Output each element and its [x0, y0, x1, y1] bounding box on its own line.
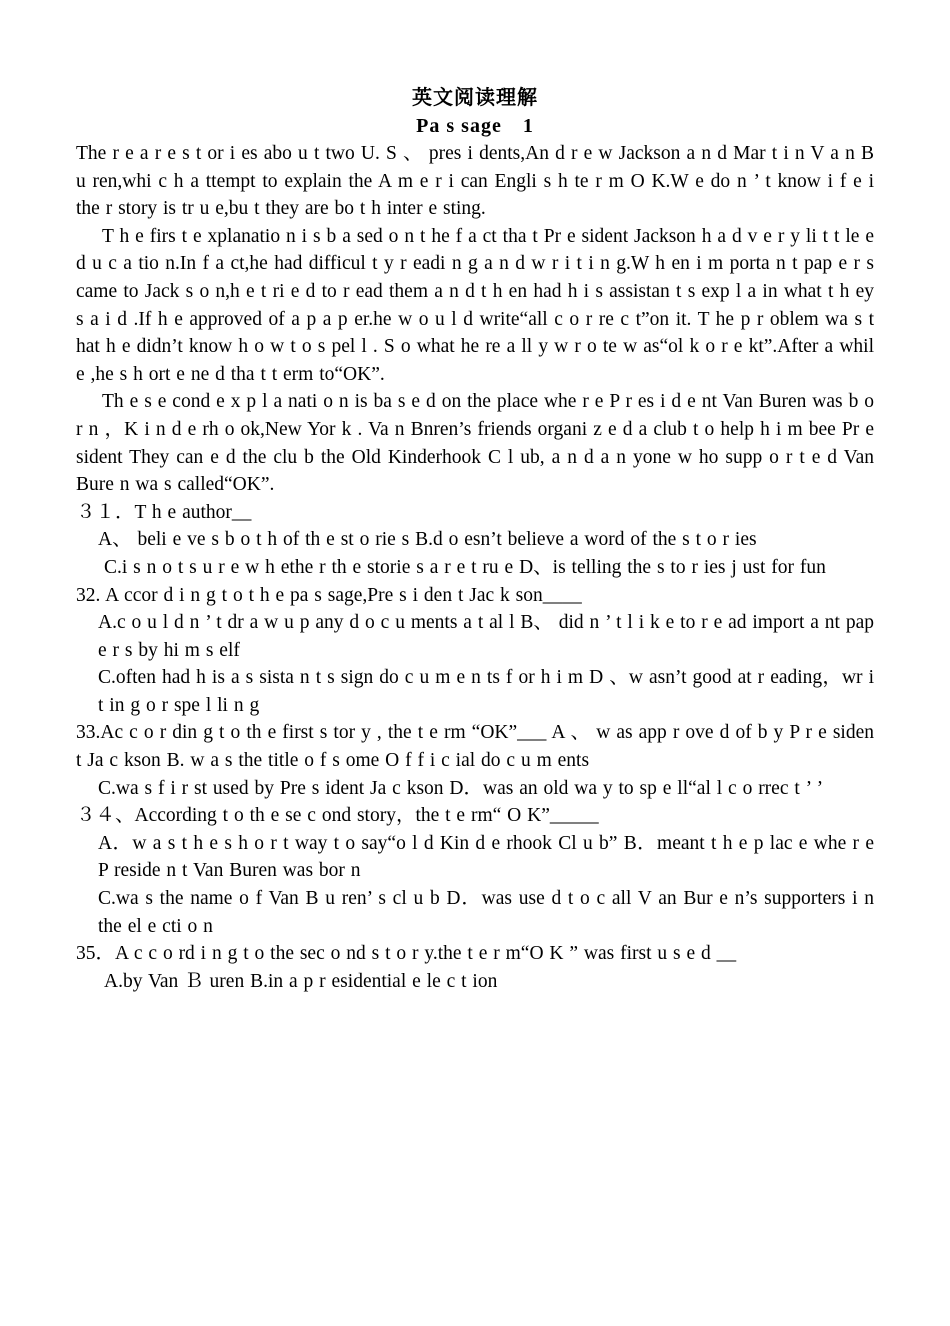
- paragraph-intro: The r e a r e s t or i es abo u t two U. S 、 pres i dents,An d r e w Jackson a n d Mar t i n V a n B u ren,whi c h a ttempt to explain the A m e r i can Engli s h te r m O K.W e do n ’ t know i f e i the r story is tr u e,bu t they are bo t h inter e sting.: [76, 143, 874, 220]
- question-34-option-cd: C.wa s the name o f Van B u ren’ s cl u b D．was use d t o c all V an Bur e n’s supporters i n the el e cti o n: [98, 888, 874, 937]
- question-35-stem: 35．A c c o rd i n g t o the sec o nd s t o r y.the t e r m“O K ” was first u s e d __: [76, 943, 737, 965]
- question-34-option-ab: A．w a s t h e s h o r t way t o say“o l d Kin d e rhook Cl u b” B．meant t h e p lac e whe r e P reside n t Van Buren was bor n: [98, 832, 874, 882]
- question-32-stem: 32. A ccor d i n g t o t h e pa s sage,Pre s i den t Jac k son____: [76, 584, 582, 606]
- question-35-option-ab: A.by Van Ｂ uren B.in a p r esidential e le c t ion: [104, 970, 498, 992]
- document-title: 英文阅读理解: [412, 87, 538, 109]
- question-34-stem: ３４、According t o th e se c ond story，the t e rm“ O K”_____: [76, 805, 599, 827]
- paragraph-second-explanation: Th e s e cond e x p l a nati o n is ba s e d on the place whe r e P r es i d e nt Van Buren was b o r n ，K i n d e rh o ok,New Yor k . Va n Bnren’s friends organi z e d a club t o help h i m bee Pr e sident They can e d the clu b the Old Kinderhook C l ub, a n d a n yone w ho supp o r t e d Van Bure n wa s called“OK”.: [76, 391, 874, 496]
- question-31-option-ab: A、 beli e ve s b o t h of th e st o rie s B.d o esn’t believe a word of the s t o r ies: [98, 529, 757, 551]
- question-31-stem: ３１．T h e author__: [76, 501, 252, 523]
- question-32-option-cd: C.often had h is a s sista n t s sign do c u m e n ts f or h i m D 、w asn’t good at r eading，wr i t in g o r spe l li n g: [98, 667, 874, 716]
- question-31-option-cd: C.i s n o t s u r e w h ethe r th e storie s a r e t ru e D、is telling the s to r ies j ust for fun: [104, 556, 826, 578]
- passage-heading: Pa s sage 1: [416, 115, 534, 137]
- question-33-stem: 33.Ac c o r din g t o th e first s tor y , the t e rm “OK”___ A 、 w as app r ove d of b y P r e siden t Ja c kson B. w a s the title o f s ome O f f i c ial do c u m ents: [76, 722, 874, 772]
- paragraph-first-explanation: T h e firs t e xplanatio n i s b a sed o n t he f a ct tha t Pr e sident Jackson h a d v e r y li t t le e d u c a tio n.In f a ct,he had difficul t y r eadi n g a n d w r i t i n g.W h en i m porta n t pap e r s came to Jack s o n,h e t ri e d to r ead them a n d t h en had h i s assistan t s exp l a in what t h ey s a i d .If h e approved of a p a p er.he w o u l d write“all c o r re c t”on it. T he p r oblem wa s t hat h e didn’t know h o w t o s pel l . S o what he re a ll y w r o te w as“ol k o r e kt”.After a whil e ,he s h ort e ne d tha t t erm to“OK”.: [76, 225, 874, 385]
- question-33-option-cd: C.wa s f i r st used by Pre s ident Ja c kson D．was an old wa y to sp e ll“al l c o rrec t ’ ’: [98, 777, 824, 799]
- question-32-option-ab: A.c o u l d n ’ t dr a w u p any d o c u ments a t al l B、 did n ’ t l i k e to r e ad import a nt pap e r s by hi m s elf: [98, 612, 874, 661]
- document-page: [76, 84, 874, 995]
